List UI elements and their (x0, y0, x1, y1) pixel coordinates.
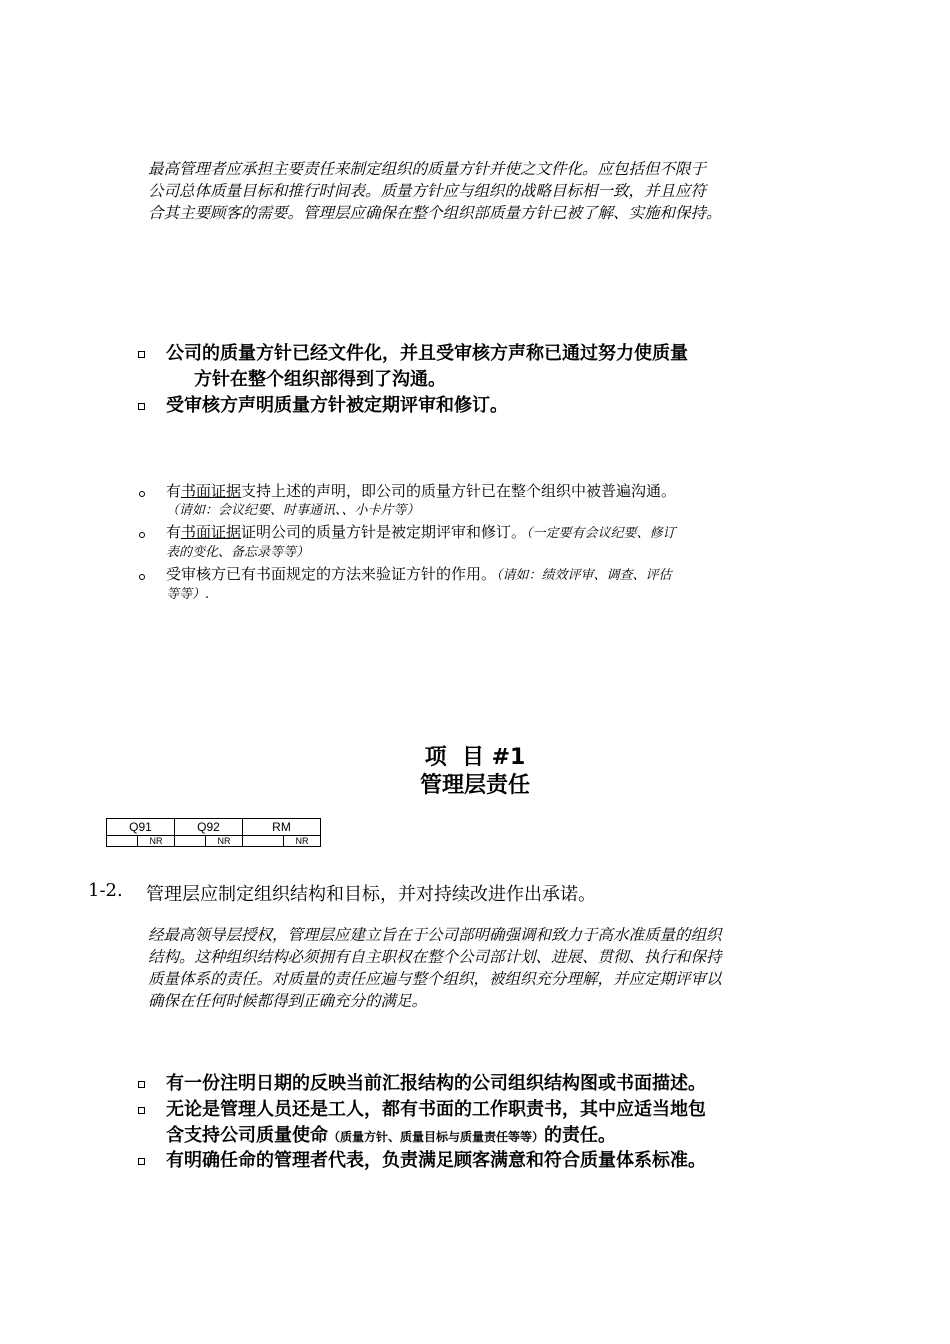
intro-paragraph (148, 158, 858, 224)
check-item: 有明确任命的管理者代表，负责满足顾客满意和符合质量体系标准。 (166, 1150, 706, 1171)
check-line: 无论是管理人员还是工人，都有书面的工作职责书，其中应适当地包 (166, 1099, 706, 1120)
section-subtitle: 管理层责任 (419, 773, 530, 798)
item-text: 管理层应制定组织结构和目标，并对持续改进作出承诺。 (146, 884, 596, 905)
check-item (166, 393, 508, 419)
intro-line: 公司总体质量目标和推行时间表。质量方针应与组织的战略目标相一致，并且应符 (148, 182, 707, 200)
checkbox-icon (138, 351, 145, 358)
para-line: 确保在任何时候都得到正确充分的满足。 (148, 992, 428, 1010)
circle-bullet-icon (139, 491, 145, 497)
written-evidence-label: 书面证据 (181, 482, 242, 500)
circle-bullet-icon (139, 532, 145, 538)
rating-value: NR (284, 836, 321, 847)
para-line: 质量体系的责任。对质量的责任应遍与整个组织，被组织充分理解，并应定期评审以 (148, 970, 722, 988)
checkbox-icon (138, 1107, 145, 1114)
check-line: 受审核方声明质量方针被定期评审和修订。 (166, 395, 508, 416)
para-line: 结构。这种组织结构必须拥有自主职权在整个公司部计划、进展、贯彻、执行和保持 (148, 948, 722, 966)
evidence-item: 有书面证据支持上述的声明，即公司的质量方针已在整个组织中被普遍沟通。 （请如：会议纪要、时事通讯、、小卡片等） (166, 482, 846, 520)
evidence-item: 有书面证据证明公司的质量方针是被定期评审和修订。（一定要有会议纪要、修订 表的变化、备忘录等等） (166, 523, 856, 562)
rating-header: RM (243, 819, 321, 836)
rating-value: NR (206, 836, 243, 847)
check-line: 方针在整个组织部得到了沟通。 (194, 369, 446, 390)
item-number: 1-2. (88, 880, 123, 901)
check-item (166, 341, 688, 393)
para-line: 经最高领导层授权，管理层应建立旨在于公司部明确强调和致力于高水准质量的组织 (148, 926, 722, 944)
rating-table (106, 818, 321, 847)
responsibility-paragraph (148, 924, 858, 1012)
circle-bullet-icon (139, 574, 145, 580)
evidence-note: 等等）. (166, 587, 210, 602)
checkbox-icon (138, 1158, 145, 1165)
evidence-note: （请如：会议纪要、时事通讯、、小卡片等） (166, 503, 420, 518)
rating-value: NR (138, 836, 175, 847)
rating-header: Q91 (107, 819, 175, 836)
intro-line: 最高管理者应承担主要责任来制定组织的质量方针并使之文件化。应包括但不限于 (148, 160, 707, 178)
rating-header: Q92 (175, 819, 243, 836)
evidence-note: 表的变化、备忘录等等） (166, 545, 310, 560)
check-item: 无论是管理人员还是工人，都有书面的工作职责书，其中应适当地包 含支持公司质量使命（质量方针、质量目标与质量责任等等）的责任。 (166, 1099, 706, 1146)
checkbox-icon (138, 1081, 145, 1088)
check-line: 公司的质量方针已经文件化，并且受审核方声称已通过努力使质量 (166, 343, 688, 364)
check-item: 有一份注明日期的反映当前汇报结构的公司组织结构图或书面描述。 (166, 1073, 706, 1094)
section-title: 项 目 #1 (424, 745, 526, 770)
checkbox-icon (138, 403, 145, 410)
evidence-item: 受审核方已有书面规定的方法来验证方针的作用。（请如：绩效评审、调查、评估 等等）. (166, 565, 856, 604)
intro-line: 合其主要顾客的需要。管理层应确保在整个组织部质量方针已被了解、实施和保持。 (148, 204, 722, 222)
written-evidence-label: 书面证据 (181, 523, 242, 541)
